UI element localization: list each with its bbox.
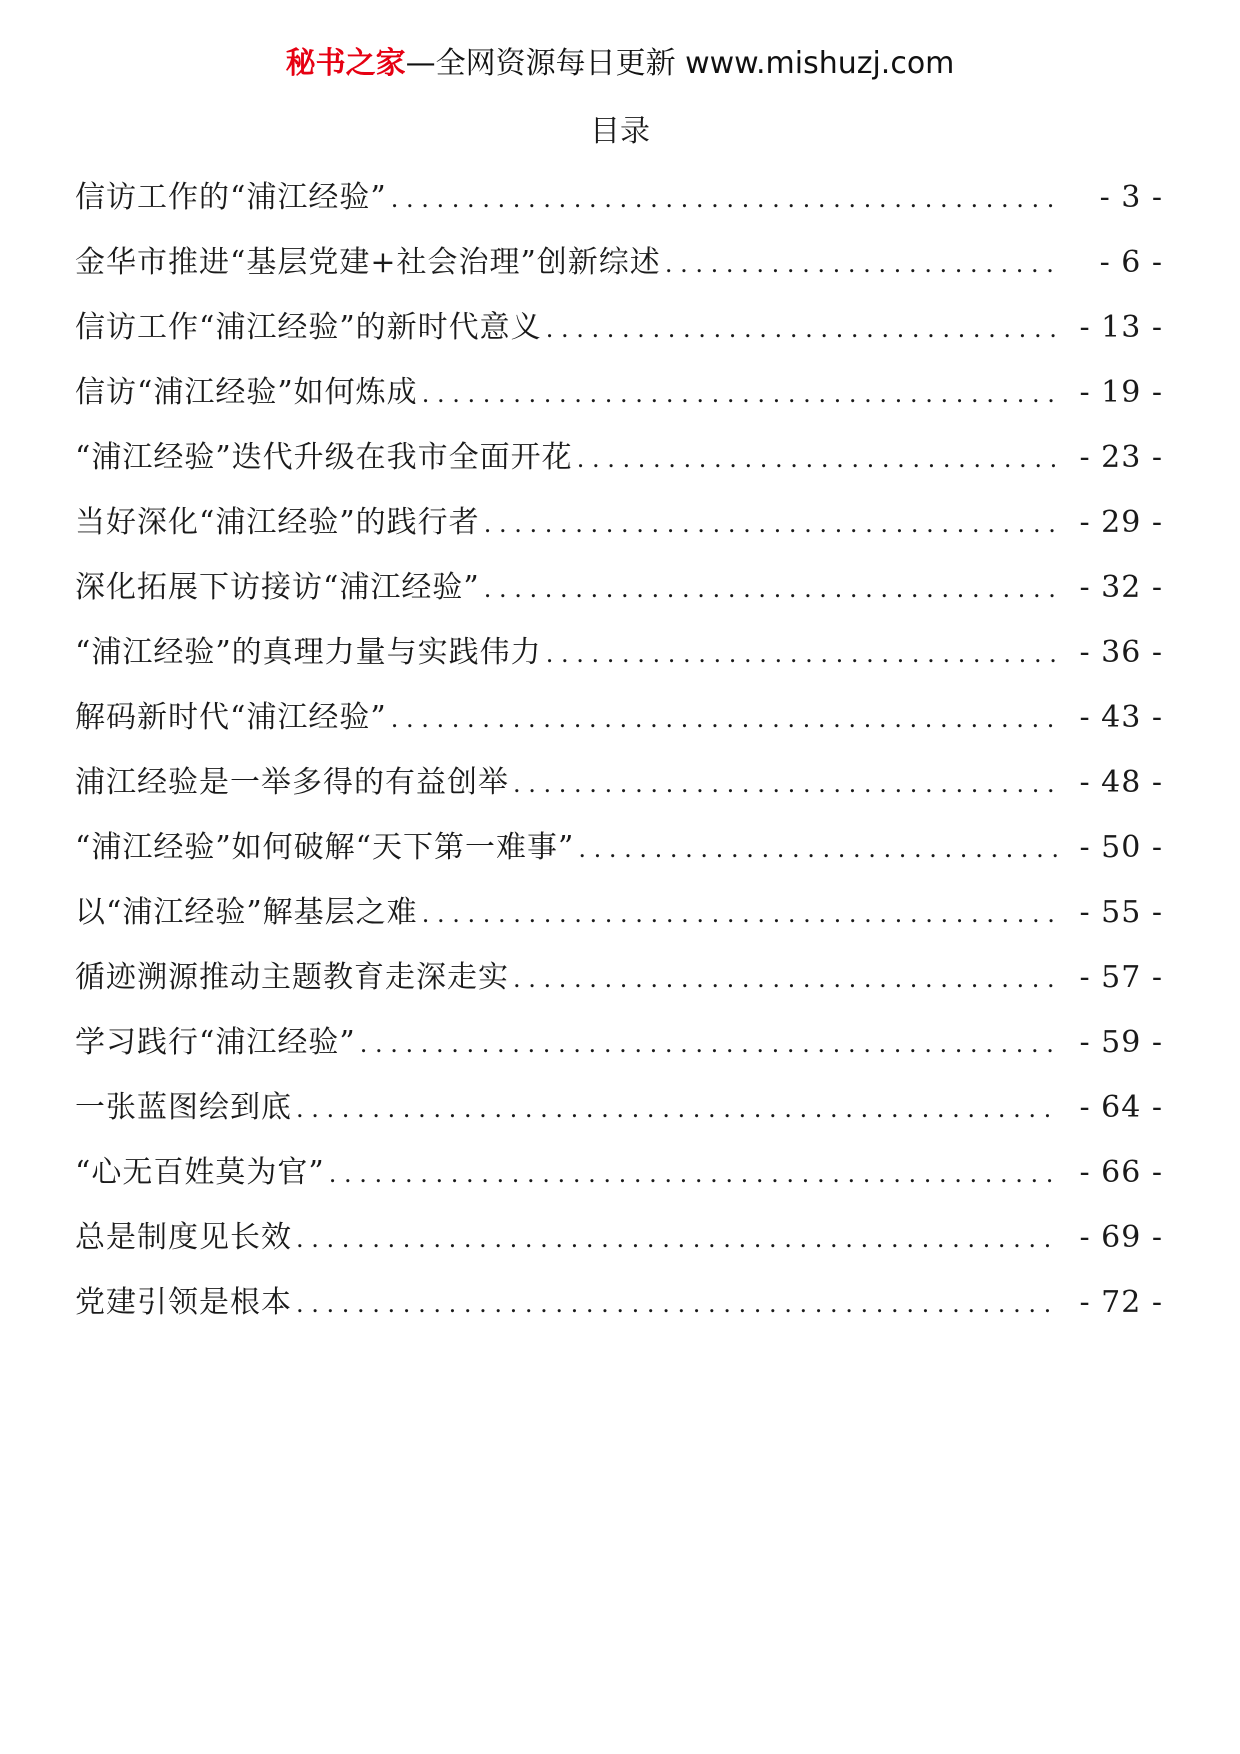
toc-entry-title: “浦江经验”如何破解“天下第一难事” [75,830,575,865]
toc-entry[interactable] [75,371,1163,436]
toc-entry[interactable] [75,696,1163,761]
toc-entry-title: 深化拓展下访接访“浦江经验” [75,570,480,605]
toc-entry[interactable] [75,891,1163,956]
toc-entry-page: - 57 - [1079,960,1163,995]
toc-dot-leader [296,1282,1059,1326]
toc-dot-leader [578,827,1059,871]
toc-entry-title: 循迹溯源推动主题教育走深走实 [75,960,509,995]
toc-entry-page: - 59 - [1079,1025,1163,1060]
toc-entry[interactable] [75,1151,1163,1216]
toc-entry-page: - 29 - [1079,505,1163,540]
toc-entry[interactable] [75,566,1163,631]
toc-dot-leader [296,1217,1059,1261]
toc-dot-leader [422,372,1059,416]
toc-entry-page: - 13 - [1079,310,1163,345]
toc-entry-title: 学习践行“浦江经验” [75,1025,356,1060]
toc-entry-page: - 23 - [1079,440,1163,475]
toc-entry[interactable] [75,1086,1163,1151]
toc-entry-page: - 32 - [1079,570,1163,605]
toc-dot-leader [329,1152,1059,1196]
toc-entry-title: 一张蓝图绘到底 [75,1090,292,1125]
toc-entry[interactable] [75,956,1163,1021]
toc-entry[interactable] [75,306,1163,371]
toc-entry-title: “心无百姓莫为官” [75,1155,325,1190]
header-tagline: —全网资源每日更新 www.mishuzj.com [405,46,955,81]
toc-dot-leader [391,697,1059,741]
toc-entry[interactable] [75,176,1163,241]
toc-entry[interactable] [75,1281,1163,1346]
toc-entry[interactable] [75,631,1163,696]
toc-dot-leader [360,1022,1059,1066]
toc-entry[interactable] [75,1021,1163,1086]
toc-entry-title: 党建引领是根本 [75,1285,292,1320]
toc-entry-title: 信访“浦江经验”如何炼成 [75,375,418,410]
toc-entry-page: - 48 - [1079,765,1163,800]
toc-entry[interactable] [75,761,1163,826]
toc-entry-page: - 66 - [1079,1155,1163,1190]
toc-entry-title: 金华市推进“基层党建+社会治理”创新综述 [75,245,661,280]
toc-entry-title: 信访工作的“浦江经验” [75,180,387,215]
toc-dot-leader [546,632,1059,676]
toc-entry[interactable] [75,826,1163,891]
toc-entry-page: - 6 - [1099,245,1163,280]
toc-entry-page: - 50 - [1079,830,1163,865]
toc-dot-leader [513,762,1059,806]
toc-entry-page: - 69 - [1079,1220,1163,1255]
toc-entry[interactable] [75,501,1163,566]
toc-dot-leader [665,242,1059,286]
toc-entry[interactable] [75,1216,1163,1281]
toc-dot-leader [546,307,1059,351]
toc-entry-title: 信访工作“浦江经验”的新时代意义 [75,310,542,345]
toc-dot-leader [484,502,1059,546]
toc-dot-leader [484,567,1059,611]
toc-entry-title: “浦江经验”迭代升级在我市全面开花 [75,440,573,475]
toc-entry-title: 浦江经验是一举多得的有益创举 [75,765,509,800]
toc-dot-leader [513,957,1059,1001]
toc-dot-leader [577,437,1059,481]
toc-dot-leader [296,1087,1059,1131]
toc-entry-title: 以“浦江经验”解基层之难 [75,895,418,930]
toc-entry-page: - 64 - [1079,1090,1163,1125]
table-of-contents [75,176,1163,1346]
brand-name: 秘书之家 [285,46,406,81]
toc-entry[interactable] [75,241,1163,306]
toc-dot-leader [422,892,1059,936]
toc-entry[interactable] [75,436,1163,501]
toc-entry-page: - 55 - [1079,895,1163,930]
toc-entry-title: 解码新时代“浦江经验” [75,700,387,735]
toc-entry-page: - 36 - [1079,635,1163,670]
toc-entry-title: 总是制度见长效 [75,1220,292,1255]
toc-entry-page: - 43 - [1079,700,1163,735]
toc-dot-leader [391,177,1059,221]
site-header [0,42,1240,86]
toc-entry-page: - 72 - [1079,1285,1163,1320]
toc-title: 目录 [590,114,650,149]
toc-entry-page: - 19 - [1079,375,1163,410]
toc-entry-page: - 3 - [1099,180,1163,215]
toc-entry-title: “浦江经验”的真理力量与实践伟力 [75,635,542,670]
toc-entry-title: 当好深化“浦江经验”的践行者 [75,505,480,540]
